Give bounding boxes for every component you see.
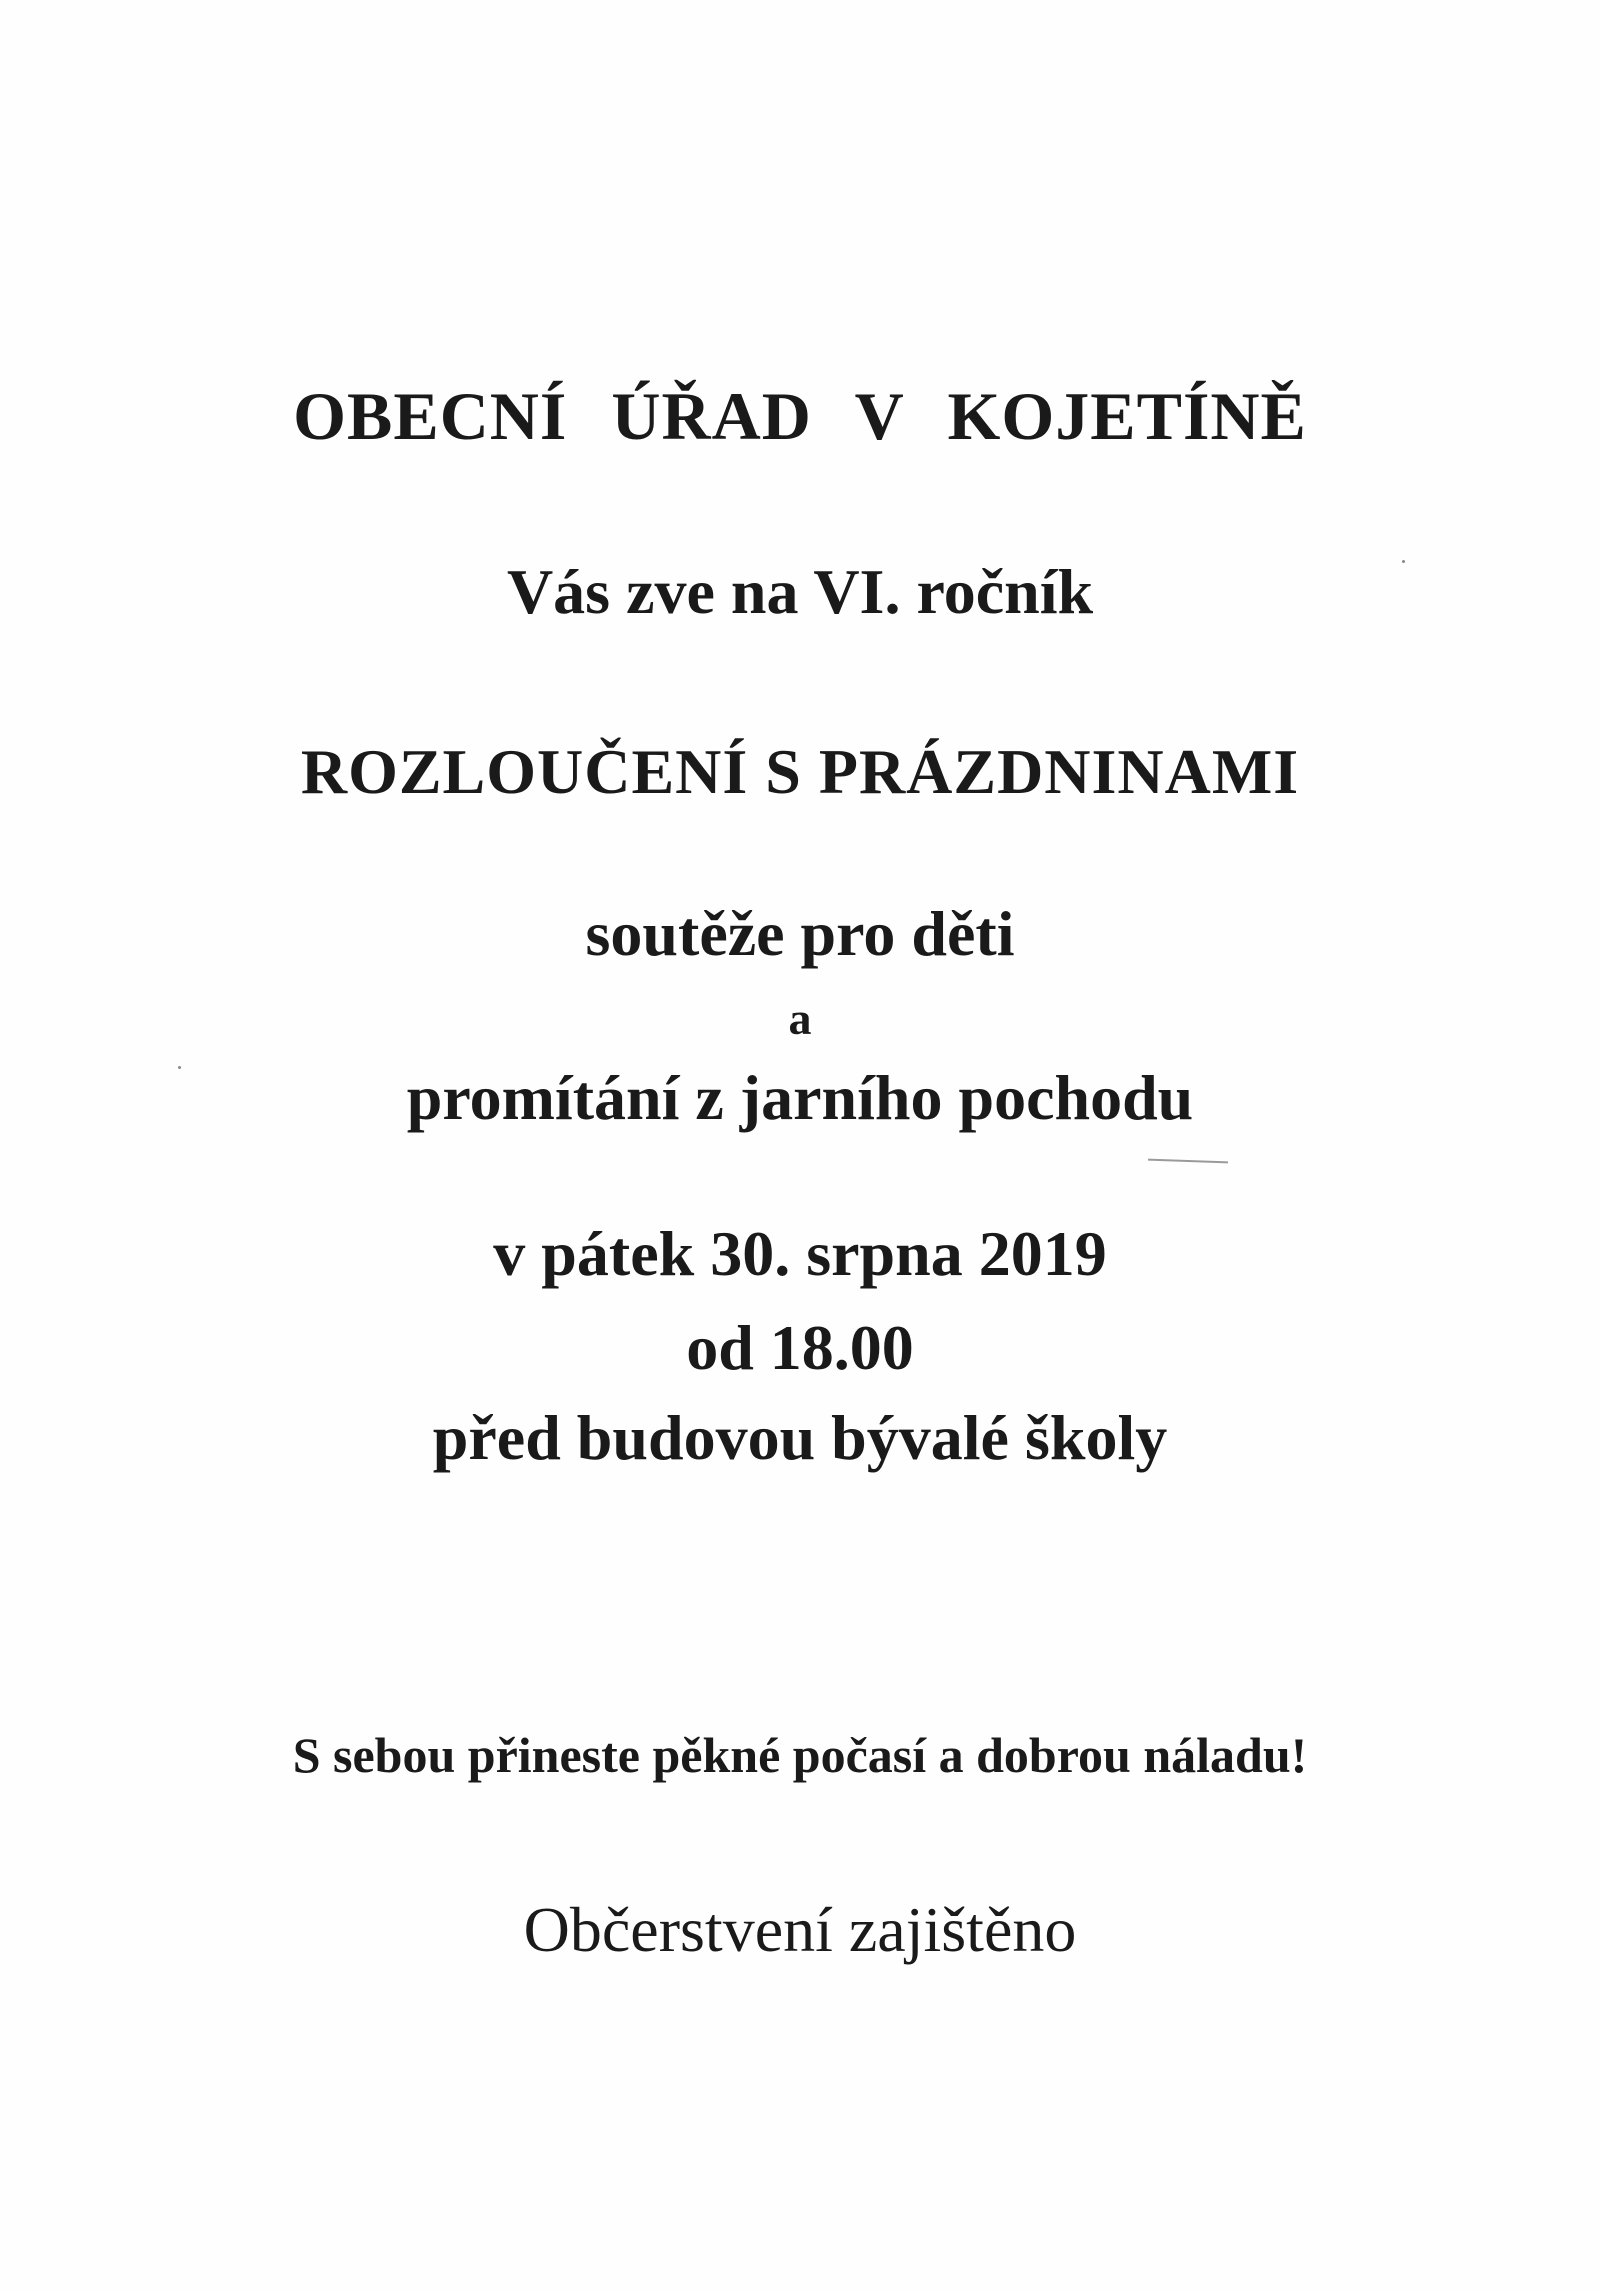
event-place: před budovou bývalé školy bbox=[432, 1402, 1168, 1473]
invitation-line: Vás zve na VI. ročník bbox=[506, 556, 1094, 627]
refreshment-note: Občerstvení zajištěno bbox=[523, 1894, 1077, 1965]
conjunction: a bbox=[788, 993, 812, 1044]
event-title: ROZLOUČENÍ S PRÁZDNINAMI bbox=[300, 736, 1300, 807]
activity-screening: promítání z jarního pochodu bbox=[406, 1062, 1194, 1133]
scan-artifact-dot bbox=[1402, 560, 1405, 563]
scan-artifact-dot bbox=[178, 1066, 181, 1069]
poster-heading: OBECNÍ ÚŘAD V KOJETÍNĚ bbox=[293, 378, 1307, 454]
activity-children-contests: soutěže pro děti bbox=[585, 898, 1015, 969]
event-time: od 18.00 bbox=[686, 1312, 914, 1383]
event-date: v pátek 30. srpna 2019 bbox=[493, 1218, 1107, 1289]
weather-note: S sebou přineste pěkné počasí a dobrou náladu! bbox=[292, 1727, 1308, 1783]
scan-artifact-stroke bbox=[1148, 1159, 1228, 1164]
